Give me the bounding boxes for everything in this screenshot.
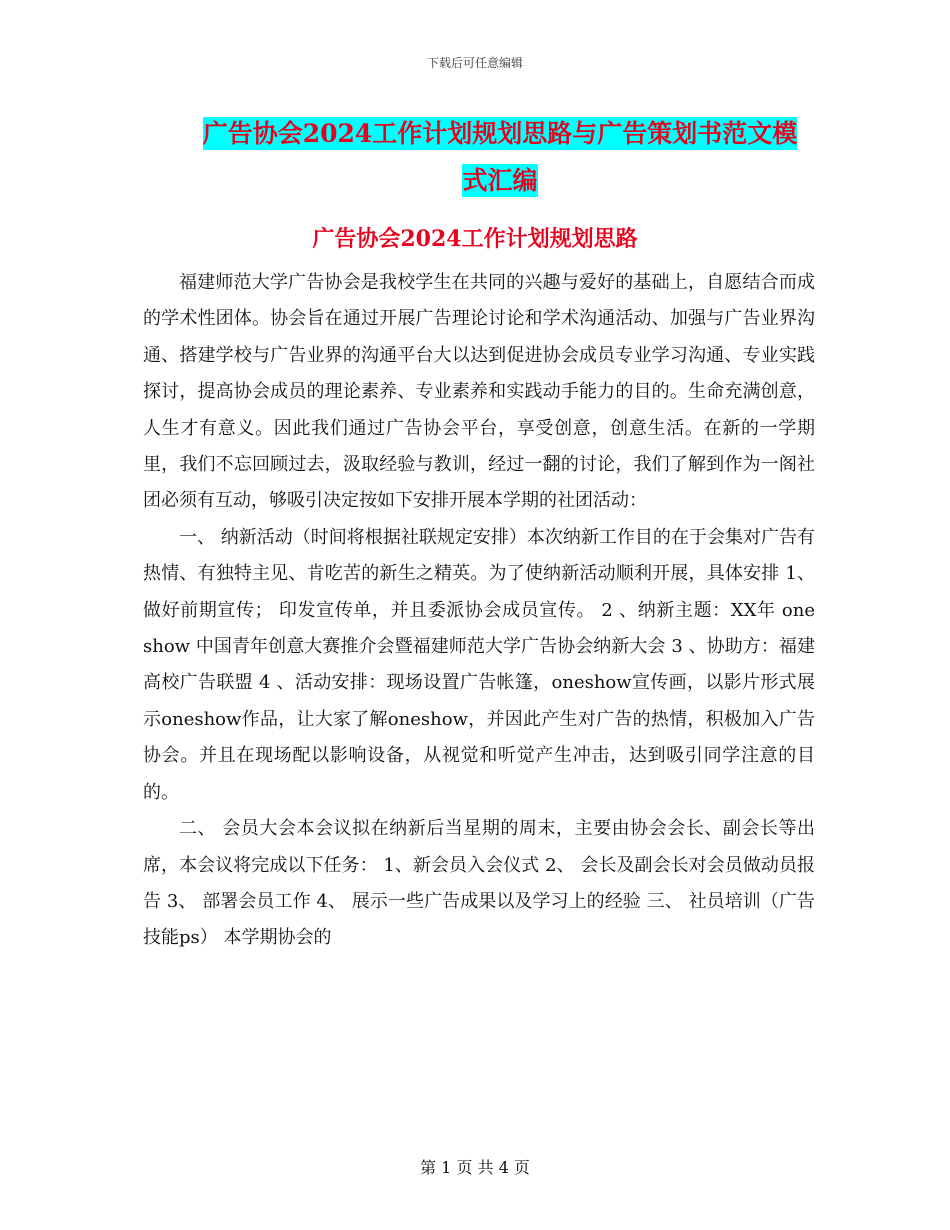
- paragraph-intro: 福建师范大学广告协会是我校学生在共同的兴趣与爱好的基础上，自愿结合而成的学术性团体。协会旨在通过开展广告理论讨论和学术沟通活动、加强与广告业界沟通、搭建学校与广告业界的沟通平台大以达到促进协会成员专业学习沟通、专业实践探讨，提高协会成员的理论素养、专业素养和实践动手能力的目的。生命充满创意，人生才有意义。因此我们通过广告协会平台，享受创意，创意生活。在新的一学期里，我们不忘回顾过去，汲取经验与教训，经过一翻的讨论，我们了解到作为一阁社团必须有互动，够吸引决定按如下安排开展本学期的社团活动：: [143, 272, 815, 512]
- body-text: [143, 265, 815, 957]
- header-note: 下载后可任意编辑: [426, 56, 523, 70]
- title-line-1: 广告协会2024工作计划规划思路与广告策划书范文模: [202, 119, 798, 148]
- page-footer: 第 1 页 共 4 页: [420, 1158, 530, 1177]
- section-title: 广告协会2024工作计划规划思路: [312, 226, 638, 252]
- title-line-2: 式汇编: [462, 166, 538, 195]
- paragraph-recruitment: 一、 纳新活动（时间将根据社联规定安排）本次纳新工作目的在于会集对广告有热情、有独特主见、肯吃苦的新生之精英。为了使纳新活动顺利开展，具体安排 1、 做好前期宣传； 印发宣传单，并且委派协会成员宣传。 2 、纳新主题：XX年 one show 中国青年创意大赛推介会暨福建师范大学广告协会纳新大会 3 、协助方：福建高校广告联盟 4 、活动安排：现场设置广告帐篷，oneshow宣传画，以影片形式展示oneshow作品，让大家了解oneshow，并因此产生对广告的热情，积极加入广告协会。并且在现场配以影响设备，从视觉和听觉产生冲击，达到吸引同学注意的目的。: [143, 526, 815, 803]
- paragraph-member-meeting: 二、 会员大会本会议拟在纳新后当星期的周末，主要由协会会长、副会长等出席，本会议将完成以下任务： 1、新会员入会仪式 2、 会长及副会长对会员做动员报告 3、 部署会员工作 4、 展示一些广告成果以及学习上的经验 三、 社员培训（广告技能ps） 本学期协会的: [143, 818, 815, 949]
- document-title: [140, 110, 860, 204]
